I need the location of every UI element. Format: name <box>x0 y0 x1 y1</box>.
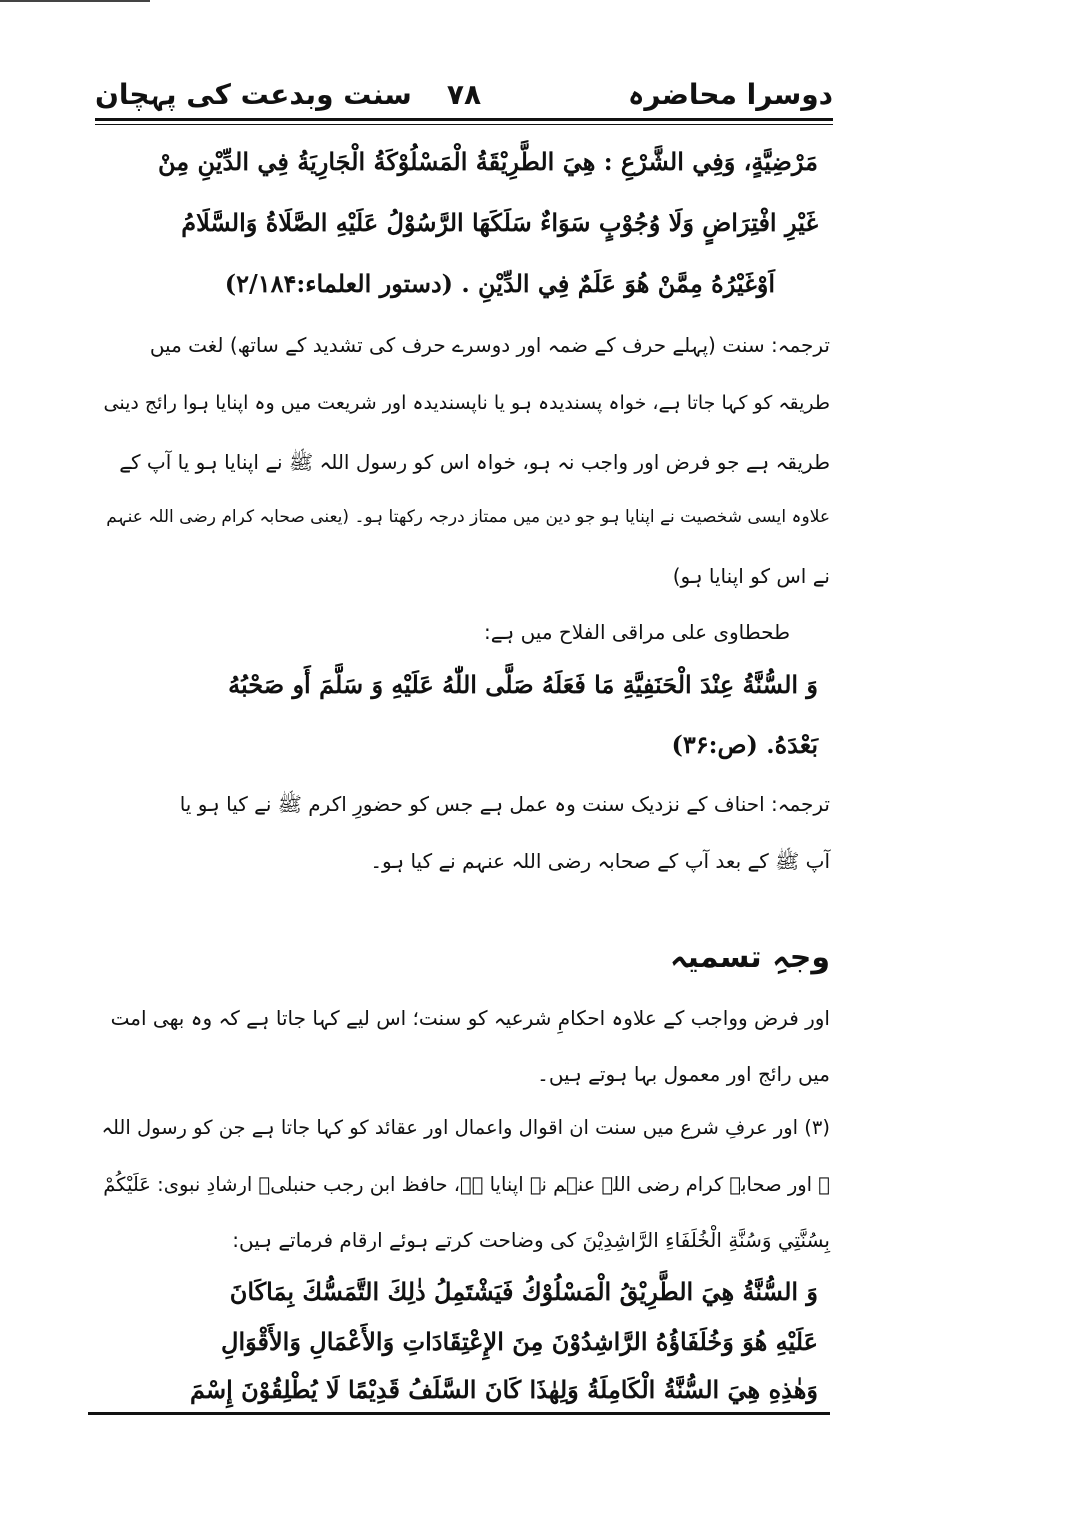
urdu-line: آپ ﷺ کے بعد آپ کے صحابہ رضی اللہ عنہم نے کیا ہو۔ <box>370 849 830 873</box>
footer-rule <box>88 1412 830 1415</box>
urdu-line: طریقہ ہے جو فرض اور واجب نہ ہو، خواہ اس کو رسول اللہ ﷺ نے اپنایا ہو یا آپ کے <box>119 450 830 474</box>
source-intro-line: طحطاوی علی مراقی الفلاح میں ہے: <box>484 620 790 644</box>
arabic-line: بَعْدَهُ. (ص:۳۶) <box>671 730 818 759</box>
urdu-line: ﷺ اور صحابہ کرام رضی اللہ عنہم نے اپنایا ہے، حافظ ابن رجب حنبلیؒ ارشادِ نبوی: عَلَيْكُمْ <box>103 1173 830 1196</box>
section-heading: وجہِ تسمیہ <box>669 940 830 975</box>
urdu-line: ترجمہ: احناف کے نزدیک سنت وہ عمل ہے جس کو حضورِ اکرم ﷺ نے کیا ہو یا <box>179 792 830 816</box>
urdu-line: (۳) اور عرفِ شرع میں سنت ان اقوال واعمال اور عقائد کو کہا جاتا ہے جن کو رسول اللہ <box>101 1116 830 1139</box>
arabic-line: وَ السُّنَّةُ هِيَ الطَّرِيْقُ الْمَسْلُوْكُ فَيَشْتَمِلُ ذٰلِكَ التَّمَسُّكَ بِمَاكَانَ <box>229 1277 818 1306</box>
page-number: ۷۸ <box>446 78 482 111</box>
chapter-title: دوسرا محاضرہ <box>628 78 833 111</box>
body-text <box>100 0 830 1536</box>
urdu-line: ترجمہ: سنت (پہلے حرف کے ضمہ اور دوسرے حرف کی تشدید کے ساتھ) لغت میں <box>149 333 830 357</box>
urdu-line: علاوہ ایسی شخصیت نے اپنایا ہو جو دین میں ممتاز درجہ رکھتا ہو۔ (یعنی صحابہ کرام رضی اللہ عنہم <box>106 507 830 527</box>
urdu-line: طریقہ کو کہا جاتا ہے، خواہ پسندیدہ ہو یا ناپسندیدہ اور شریعت میں وہ اپنایا ہوا رائج دینی <box>103 392 830 414</box>
arabic-line: مَرْضِيَّةٍ، وَفِي الشَّرْعِ : هِيَ الطَّرِيْقَةُ الْمَسْلُوْكَةُ الْجَارِيَةُ فِي الدِّيْنِ مِنْ <box>158 147 818 176</box>
urdu-line: نے اس کو اپنایا ہو) <box>672 564 830 588</box>
urdu-line: بِسُنَّتِي وَسُنَّةِ الْخُلَفَاءِ الرَّاشِدِيْنَ کی وضاحت کرتے ہوئے ارقام فرماتے ہیں: <box>232 1228 830 1252</box>
arabic-line: وَهٰذِهِ هِيَ السُّنَّةُ الْكَامِلَةُ وَلِهٰذَا كَانَ السَّلَفُ قَدِيْمًا لَا يُطْلِقُوْنَ إِسْمَ <box>190 1375 818 1404</box>
arabic-line: وَ السُّنَّةُ عِنْدَ الْحَنَفِيَّةِ مَا فَعَلَهُ صَلَّى اللّٰهُ عَلَيْهِ وَ سَلَّمَ أَو صَحْبُهُ <box>228 670 818 699</box>
arabic-line: اَوْغَيْرُهُ مِمَّنْ هُوَ عَلَمٌ فِي الدِّيْنِ . (دستور العلماء:۲/۱۸۴) <box>224 269 775 298</box>
arabic-line: عَلَيْهِ هُوَ وَخُلَفَاؤُهُ الرَّاشِدُوْنَ مِنَ الإِعْتِقَادَاتِ وَالأَعْمَالِ وَالأَقْوَالِ <box>221 1327 818 1356</box>
book-title: سنت وبدعت کی پہچان <box>95 78 412 111</box>
urdu-line: میں رائج اور معمول بہا ہوتے ہیں۔ <box>537 1062 830 1086</box>
arabic-line: غَيْرِ افْتِرَاضٍ وَلَا وُجُوْبٍ سَوَاءٌ سَلَكَهَا الرَّسُوْلُ عَلَيْهِ الصَّلَاةُ وَالسَّلَامُ <box>181 208 818 237</box>
urdu-line: اور فرض وواجب کے علاوہ احکامِ شرعیہ کو سنت؛ اس لیے کہا جاتا ہے کہ وہ بھی امت <box>110 1006 830 1030</box>
